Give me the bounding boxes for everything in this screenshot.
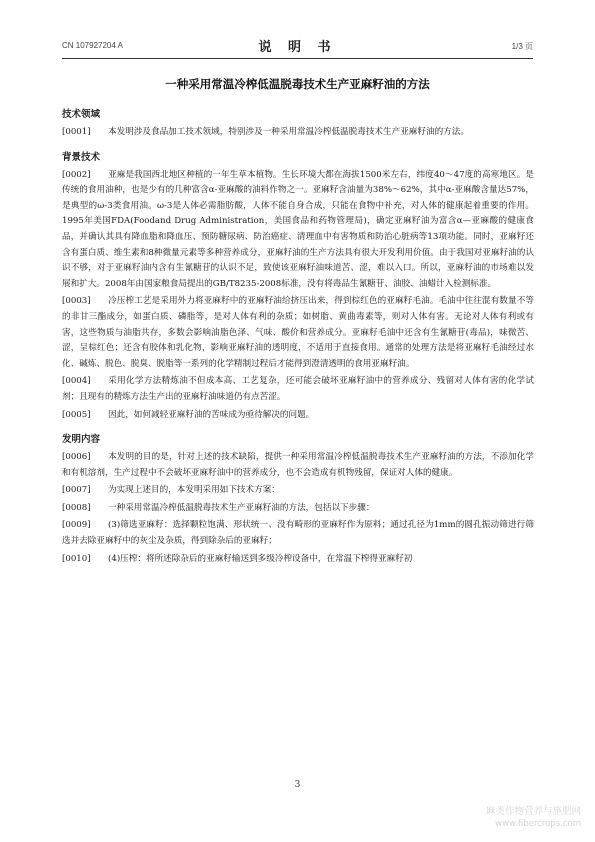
paragraph-number: [0003] — [62, 296, 91, 307]
page-count: 1/3 页 — [511, 42, 533, 51]
watermark-url: www.fibercrops.com — [495, 819, 581, 829]
paragraph-text: 本发明涉及食品加工技术领域，特别涉及一种采用常温冷榨低温脱毒技术生产亚麻籽油的方法。 — [108, 127, 469, 137]
paragraph-text: 亚麻是我国西北地区种植的一年生草本植物。生长环境大都在海拔1500米左右，纬度40～47度的高寒地区。是传统的食用油种，也是少有的几种富含α-亚麻酸的油料作物之一。亚麻籽含油量为38%～62%，其中α-亚麻酸含量达57%，是典型的ω-3类食用油。ω-3是人体必需脂肪酸，人体不能自身合成，只能在食物中补充，对人体的健康起着重要的作用。1995年美国FDA(Foodand Drug Administration，美国食品和药物管理局)，确定亚麻籽油为富含α—亚麻酸的健康食品，并确认其具有降血脂和降血压、预防糖尿病、防治癌症、清理血中有害物质和防治心脏病等13项功能。同时，亚麻籽还含有蛋白质、维生素和8种微量元素等多种营养成分，亚麻籽油的生产方法具有很大开发利用价值。由于我国对亚麻籽油的认识不够，对于亚麻籽油内含有生氰糖苷的认识不足，致使该亚麻籽油味道苦、涩，难以入口。所以，亚麻籽油的市场难以发展和扩大。2008年由国家粮食局提出的GB/T8235-2008标准，没有将毒品生氰糖苷、油胶、油蜡计入检测标准。 — [62, 169, 534, 289]
section-heading-background: 背景技术 — [62, 151, 101, 163]
watermark-site-name: 麻类作物营养与施肥网 — [485, 806, 581, 817]
section-heading-technical-field: 技术领域 — [62, 109, 101, 120]
paragraph — [62, 408, 534, 424]
paragraph-text: 采用化学方法精炼油不但成本高、工艺复杂，还可能会破坏亚麻籽油中的营养成分、残留对人体有害的化学试剂；且现有的精炼方法生产出的亚麻籽油味道仍有点苦涩。 — [62, 376, 534, 402]
paragraph — [62, 125, 534, 141]
paragraph-number: [0002] — [62, 169, 91, 180]
page-number: 3 — [294, 780, 301, 790]
publication-number: CN 107927204 A — [62, 41, 123, 50]
paragraph-text: (4)压榨：将所述除杂后的亚麻籽输送到多级冷榨设备中，在常温下榨得亚麻籽初 — [108, 553, 413, 564]
paragraph — [62, 450, 534, 481]
paragraph-text: 因此，如何减轻亚麻籽油的苦味成为亟待解决的问题。 — [108, 409, 315, 420]
paragraph-number: [0008] — [62, 502, 91, 513]
paragraph-number: [0001] — [62, 127, 91, 137]
page-header — [62, 36, 533, 58]
paragraph-number: [0005] — [62, 409, 91, 420]
document-body — [62, 108, 534, 569]
paragraph-text: 为实现上述目的，本发明采用如下技术方案： — [108, 485, 280, 496]
paragraph-text: 冷压榨工艺是采用外力将亚麻籽中的亚麻籽油给挤压出来，得到棕红色的亚麻籽毛油。毛油中往往混有数量不等的非甘三酯成分，如蛋白质、磷脂等，是对人体有利的杂质；如树脂、黄曲毒素等，则对人体有害。无论对人体有利或有害，这些物质与油脂共存，多数会影响油脂色泽、气味、酸价和营养成分。亚麻籽毛油中还含有生氰糖苷(毒品)，味微苦、涩，呈棕红色；还含有胶体和乳化物，影响亚麻籽油的透明度，不适用于直接食用。通常的处理方法是将亚麻籽毛油经过水化、碱炼、脱色、脱臭、脱脂等一系列的化学精制过程后才能得到澄清透明的食用亚麻籽油。 — [62, 296, 534, 369]
paragraph — [62, 518, 534, 549]
paragraph — [62, 483, 534, 499]
watermark — [486, 806, 581, 830]
paragraph — [62, 552, 534, 568]
section-heading-invention-content: 发明内容 — [62, 434, 101, 446]
paragraph — [62, 374, 534, 405]
document-title: 一种采用常温冷榨低温脱毒技术生产亚麻籽油的方法 — [165, 77, 430, 91]
paragraph-number: [0009] — [62, 520, 91, 531]
paragraph — [62, 168, 534, 293]
paragraph-number: [0010] — [62, 553, 91, 564]
paragraph — [62, 294, 534, 372]
paragraph-text: (3)筛选亚麻籽：选择颗粒饱满、形状统一、没有畸形的亚麻籽作为原料；通过孔径为1mm的圆孔振动筛进行筛选并去除亚麻籽中的灰尘及杂质，得到除杂后的亚麻籽； — [62, 520, 534, 547]
paragraph-text: 本发明的目的是，针对上述的技术缺陷，提供一种采用常温冷榨低温脱毒技术生产亚麻籽油的方法，不添加化学和有机溶剂，生产过程中不会破坏亚麻籽油中的营养成分，也不会造成有机物残留，保证对人体的健康。 — [62, 452, 534, 478]
document-type-heading: 说 明 书 — [258, 40, 337, 55]
paragraph-number: [0004] — [62, 376, 91, 387]
header-rule — [62, 58, 533, 59]
paragraph-number: [0007] — [62, 485, 91, 496]
paragraph-text: 一种采用常温冷榨低温脱毒技术生产亚麻籽油的方法，包括以下步骤： — [108, 502, 375, 513]
paragraph-number: [0006] — [62, 452, 91, 463]
paragraph — [62, 501, 534, 517]
